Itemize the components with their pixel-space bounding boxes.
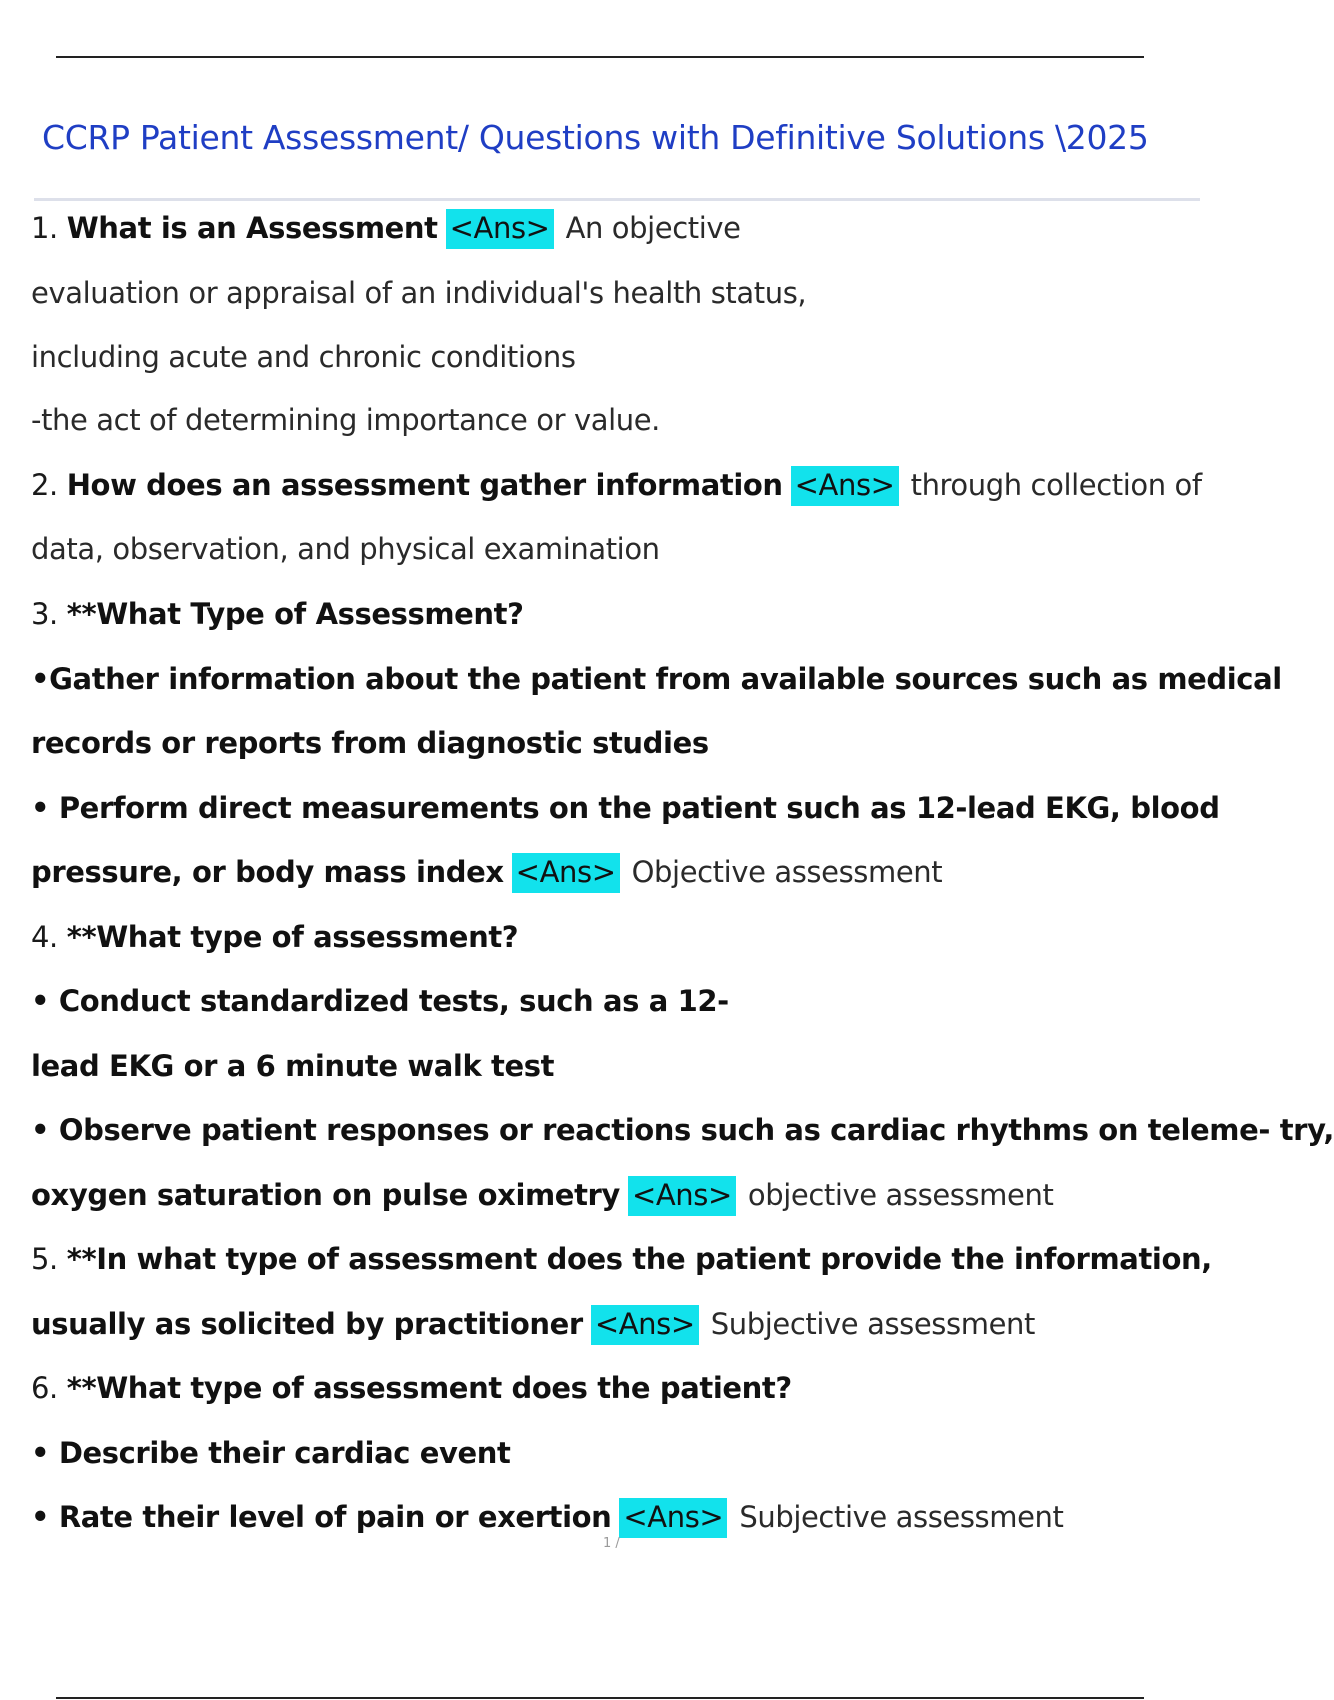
question-number: 3. xyxy=(31,597,67,631)
answer-text: Subjective assessment xyxy=(739,1500,1064,1534)
question-text: usually as solicited by practitioner xyxy=(31,1307,583,1341)
question-bullet-line: records or reports from diagnostic studies xyxy=(31,726,709,760)
question-number: 1. xyxy=(31,211,67,245)
question-answer-line xyxy=(31,1175,1053,1215)
ans-marker: <Ans> xyxy=(446,209,554,249)
question-number: 2. xyxy=(31,468,67,502)
question-text: **What Type of Assessment? xyxy=(66,597,524,631)
document-title: CCRP Patient Assessment/ Questions with Definitive Solutions \2025 xyxy=(42,118,1149,157)
question-1-line xyxy=(31,208,741,248)
ans-marker: <Ans> xyxy=(628,1176,736,1216)
question-text: **What type of assessment does the patient? xyxy=(66,1371,792,1405)
question-answer-line xyxy=(31,1304,1035,1344)
question-text: oxygen saturation on pulse oximetry xyxy=(31,1178,620,1212)
question-text: How does an assessment gather information xyxy=(66,468,783,502)
question-text: pressure, or body mass index xyxy=(31,855,504,889)
question-text: **In what type of assessment does the patient provide the information, xyxy=(66,1242,1212,1276)
question-2-line xyxy=(31,465,1202,505)
title-divider xyxy=(34,198,1200,201)
question-6-line xyxy=(31,1368,792,1408)
question-text: What is an Assessment xyxy=(66,211,438,245)
answer-text: An objective xyxy=(565,211,741,245)
question-number: 4. xyxy=(31,920,67,954)
ans-marker: <Ans> xyxy=(512,853,620,893)
answer-continuation: including acute and chronic conditions xyxy=(31,340,576,374)
question-3-line xyxy=(31,594,524,634)
ans-marker: <Ans> xyxy=(791,466,899,506)
question-bullet-line: • Observe patient responses or reactions such as cardiac rhythms on teleme- try, xyxy=(31,1113,1334,1147)
question-number: 5. xyxy=(31,1242,67,1276)
answer-text: Subjective assessment xyxy=(710,1307,1035,1341)
question-bullet-line: • Describe their cardiac event xyxy=(31,1436,511,1470)
question-bullet-line: •Gather information about the patient from available sources such as medical xyxy=(31,662,1282,696)
question-number: 6. xyxy=(31,1371,67,1405)
question-answer-line xyxy=(31,852,942,892)
answer-continuation: -the act of determining importance or value. xyxy=(31,403,660,437)
question-text: **What type of assessment? xyxy=(66,920,519,954)
question-bullet-line: • Perform direct measurements on the patient such as 12-lead EKG, blood xyxy=(31,791,1220,825)
top-rule xyxy=(56,56,1144,58)
question-4-line xyxy=(31,917,518,957)
question-5-line xyxy=(31,1239,1212,1279)
answer-text: Objective assessment xyxy=(631,855,943,889)
answer-text: through collection of xyxy=(910,468,1202,502)
question-answer-line xyxy=(31,1497,1064,1537)
question-bullet-line: lead EKG or a 6 minute walk test xyxy=(31,1049,555,1083)
answer-text: objective assessment xyxy=(747,1178,1054,1212)
answer-continuation: data, observation, and physical examination xyxy=(31,532,660,566)
ans-marker: <Ans> xyxy=(619,1498,727,1538)
question-text: • Rate their level of pain or exertion xyxy=(31,1500,612,1534)
answer-continuation: evaluation or appraisal of an individual's health status, xyxy=(31,276,807,310)
ans-marker: <Ans> xyxy=(591,1305,699,1345)
question-bullet-line: • Conduct standardized tests, such as a 12- xyxy=(31,984,729,1018)
page-number: 1 / xyxy=(603,1536,620,1551)
bottom-rule xyxy=(56,1697,1144,1699)
